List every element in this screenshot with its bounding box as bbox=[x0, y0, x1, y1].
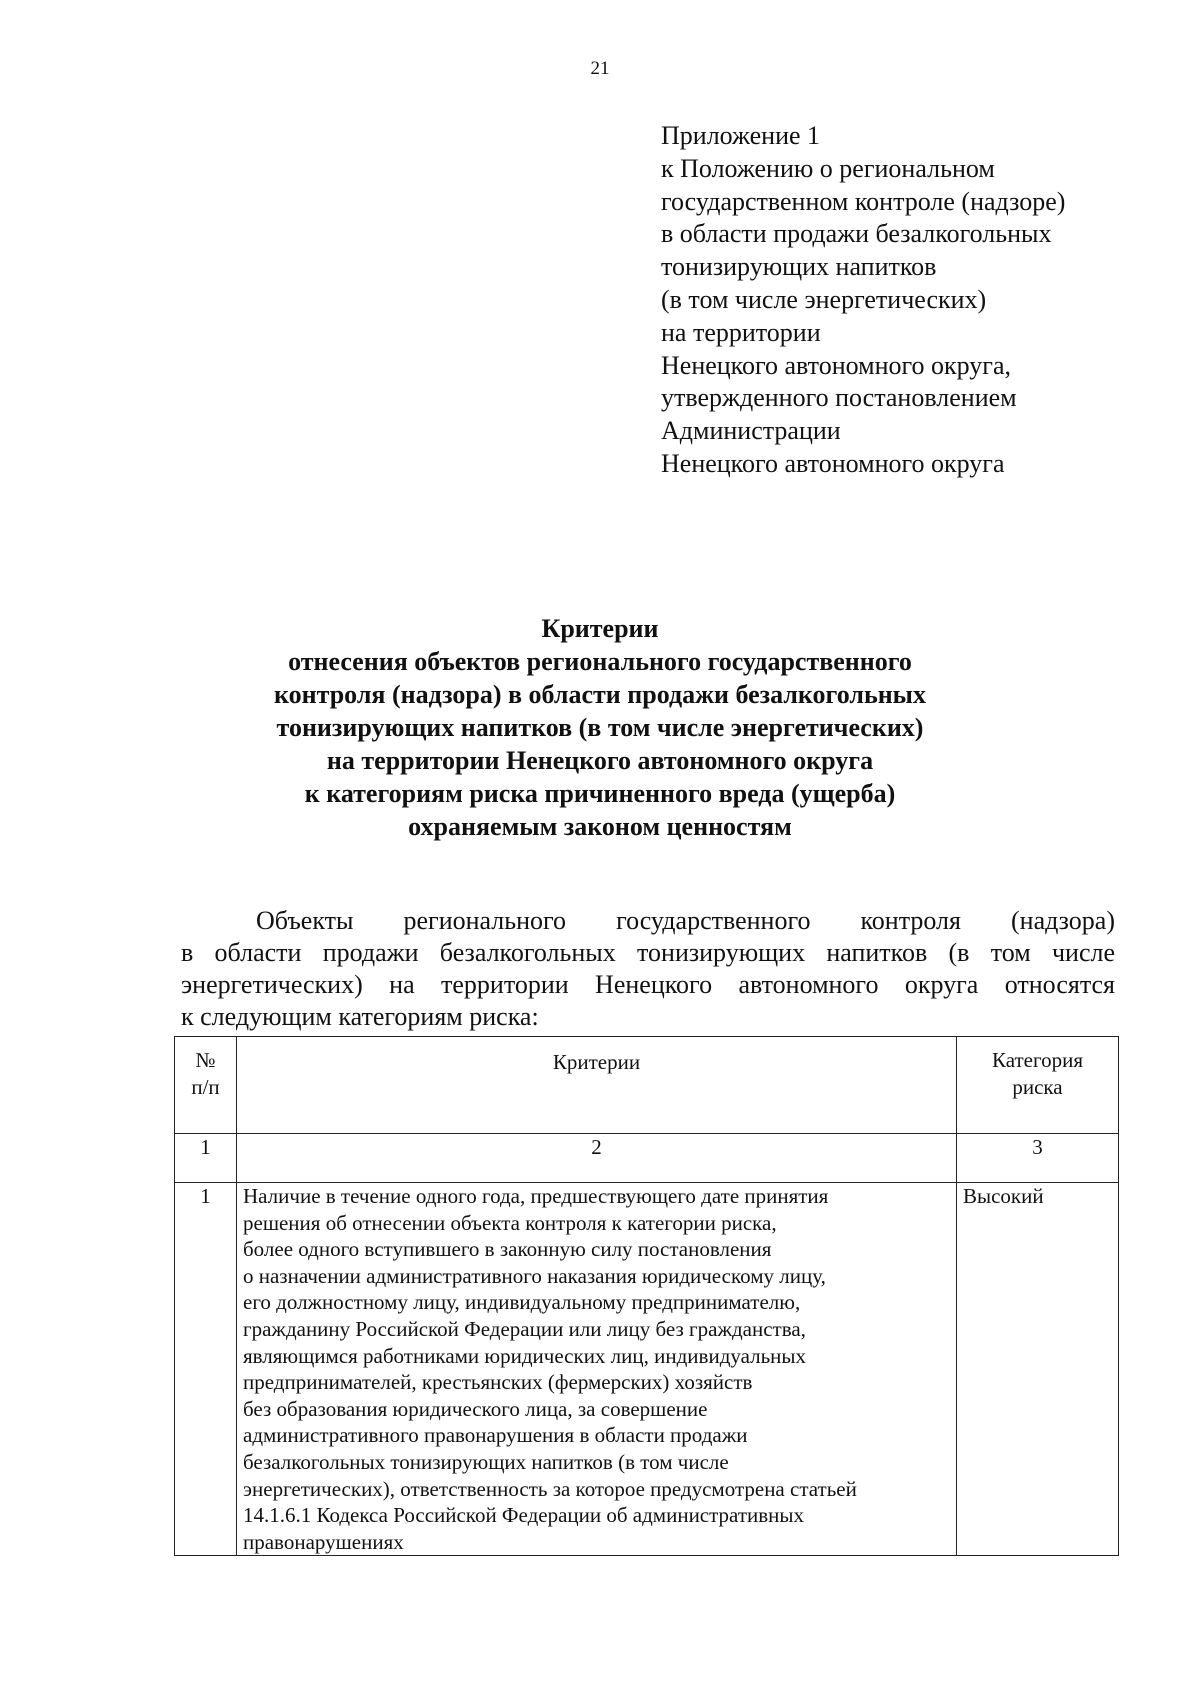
header-category-sublabel: риска bbox=[1012, 1074, 1063, 1099]
appendix-line: (в том числе энергетических) bbox=[661, 284, 987, 314]
title-line: контроля (надзора) в области продажи безалкогольных bbox=[274, 680, 926, 709]
criteria-line: являющимся работниками юридических лиц, индивидуальных bbox=[243, 1343, 807, 1368]
intro-line: в области продажи безалкогольных тонизирующих напитков (в том числе bbox=[181, 938, 1115, 967]
criteria-line: 14.1.6.1 Кодекса Российской Федерации об административных bbox=[243, 1503, 805, 1528]
intro-line: энергетических) на территории Ненецкого автономного округа относятся bbox=[181, 970, 1115, 999]
appendix-line: к Положению о региональном bbox=[661, 153, 995, 183]
criteria-line: более одного вступившего в законную силу постановления bbox=[243, 1237, 772, 1262]
appendix-line: государственном контроле (надзоре) bbox=[661, 186, 1066, 216]
title-line: Критерии bbox=[541, 614, 659, 643]
header-num-sublabel: п/п bbox=[191, 1074, 220, 1099]
header-num-label: № bbox=[195, 1048, 216, 1072]
row-criteria-cell bbox=[237, 1183, 957, 1556]
title-line: отнесения объектов регионального государственного bbox=[288, 647, 912, 676]
criteria-line: гражданину Российской Федерации или лицу без гражданства, bbox=[243, 1316, 806, 1341]
criteria-line: решения об отнесении объекта контроля к категории риска, bbox=[243, 1210, 777, 1235]
title-line: тонизирующих напитков (в том числе энергетических) bbox=[276, 713, 924, 742]
appendix-block bbox=[661, 120, 1161, 481]
criteria-table bbox=[174, 1036, 1119, 1556]
title-line: к категориям риска причиненного вреда (ущерба) bbox=[304, 779, 896, 808]
title-line: охраняемым законом ценностям bbox=[408, 812, 792, 841]
column-number: 2 bbox=[237, 1134, 957, 1183]
criteria-line: безалкогольных тонизирующих напитков (в том числе bbox=[243, 1449, 729, 1474]
criteria-line: Наличие в течение одного года, предшествующего дате принятия bbox=[243, 1184, 829, 1208]
column-number: 1 bbox=[175, 1134, 237, 1183]
criteria-line: его должностному лицу, индивидуальному предпринимателю, bbox=[243, 1290, 801, 1315]
title-line: на территории Ненецкого автономного округа bbox=[326, 746, 874, 775]
header-category-cell bbox=[957, 1037, 1119, 1134]
appendix-line: Приложение 1 bbox=[661, 121, 821, 150]
criteria-line: предпринимателей, крестьянских (фермерских) хозяйств bbox=[243, 1370, 753, 1395]
intro-line: к следующим категориям риска: bbox=[181, 1002, 539, 1031]
criteria-line: правонарушениях bbox=[243, 1529, 404, 1554]
header-category-label: Категория bbox=[992, 1048, 1083, 1072]
criteria-line: административного правонарушения в области продажи bbox=[243, 1423, 748, 1448]
criteria-line: энергетических), ответственность за которое предусмотрена статьей bbox=[243, 1476, 857, 1501]
appendix-line: на территории bbox=[661, 317, 821, 347]
row-number-cell: 1 bbox=[175, 1183, 237, 1556]
criteria-line: без образования юридического лица, за совершение bbox=[243, 1396, 708, 1421]
appendix-line: Ненецкого автономного округа bbox=[661, 448, 1005, 478]
appendix-line: тонизирующих напитков bbox=[661, 252, 937, 282]
table-row bbox=[175, 1183, 1119, 1556]
row-category-cell: Высокий bbox=[957, 1183, 1119, 1556]
header-criteria-label: Критерии bbox=[552, 1050, 641, 1074]
appendix-line: утвержденного постановлением bbox=[661, 383, 1017, 413]
intro-paragraph bbox=[181, 905, 1115, 1033]
document-title bbox=[100, 612, 1100, 843]
table-column-numbers-row bbox=[175, 1134, 1119, 1183]
page-number: 21 bbox=[590, 58, 610, 79]
criteria-line: о назначении административного наказания юридическому лицу, bbox=[243, 1263, 826, 1288]
table-header-row bbox=[175, 1037, 1119, 1134]
intro-line: Объекты регионального государственного контроля (надзора) bbox=[256, 906, 1115, 935]
header-criteria-cell bbox=[237, 1037, 957, 1134]
header-num-cell bbox=[175, 1037, 237, 1134]
appendix-line: Ненецкого автономного округа, bbox=[661, 350, 1011, 380]
column-number: 3 bbox=[957, 1134, 1119, 1183]
appendix-line: Администрации bbox=[661, 416, 841, 446]
appendix-line: в области продажи безалкогольных bbox=[661, 219, 1052, 249]
